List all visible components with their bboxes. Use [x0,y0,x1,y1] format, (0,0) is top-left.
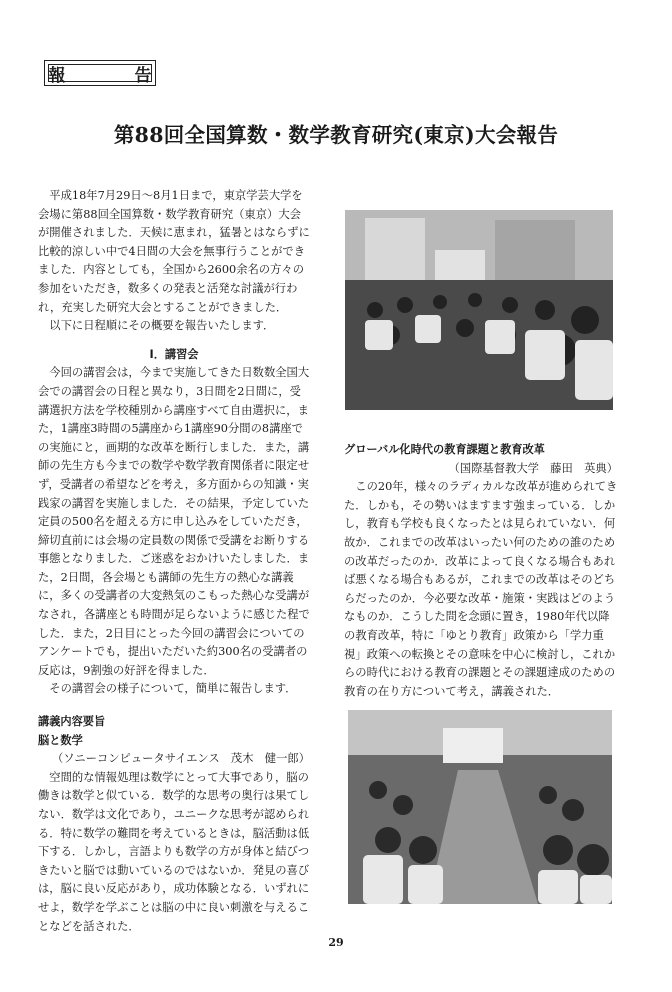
article-speaker: （国際基督教大学 藤田 英典） [448,461,618,475]
lecture-heading: 講義内容要旨 [38,715,106,729]
article-body: この20年，様々のラディカルな改革が進められてきた．しかも，その勢いはますます強まっている．しかし，教育も学校も良くなったとは見られていない．何故か．これまでの改革はいったい何のための誰のための改革だったのか．改革によって良くなる場合もあれば悪くなる場合もあるが，これまでの改革はそのどちらだったのか．今必要な改革・施策・実践はどのようなものか．こうした問を念頭に置き，1980年代以降の教育改革，特に「ゆとり教育」政策から「学力重視」政策への転換とその意味を中心に検討し，これからの時代における教育の課題とその課題達成のための教育の在り方について考え，講義された． [344,480,618,698]
intro-paragraph-2: 以下に日程順にその概要を報告いたします． [49,319,275,333]
lecture-hall-photo [345,210,613,410]
section-paragraph-1: 今回の講習会は，今まで実施してきた日数数全国大会での講習会の日程と異なり，3日間を2日間に，受講選択方法を学校種別から講座すべて自由選択に，また，1講座3時間の5講座から1講座90分間の8講座での実施にと，画期的な改革を断行しました．また，講師の先生方も今までの数学や数学教育関係者に限定せず，受講者の希望などを考え，多方面からの知識・実践家の講習を実施しました．その結果，予定していた定員の500名を超える方に申し込みをしていただき，締切直前には会場の定員数の関係で受講をお断りする事態となりました．ご迷惑をおかけいたしました．また，2日間，各会場とも講師の先生方の熱心な講義に，多くの受講者の大変熱気のこもった熱心な受講がなされ，各講座とも時間が足らないように感じた程でした．また，2日目にとった今回の講習会についてのアンケートでも，提出いただいた約300名の受講者の反応は，9割強の好評を得ました． [38,366,310,677]
classroom-photo-image [348,710,612,904]
article-heading: グローバル化時代の教育課題と教育改革 [344,443,545,456]
classroom-photo [348,710,612,904]
left-column [38,187,310,936]
section-label: 報 告 [44,60,156,86]
lecture-speaker: （ソニーコンピュータサイエンス 茂木 健一郎） [51,752,310,766]
lecture-body: 空間的な情報処理は数学にとって大事であり，脳の働きは数学と似ている．数学的な思考の奥行は果てしない．数学は文化であり，ユニークな思考が認められる．特に数学の難問を考えているときは，脳活動は低下する．しかし，言語よりも数学の方が身体と結びつきたいと脳では動いているのではないか．発見の喜びは，脳に良い反応があり，成功体験となる．いずれにせよ，数学を学ぶことは脳の中に良い刺激を与えることなどを話された． [38,770,310,933]
intro-paragraph-1: 平成18年7月29日～8月1日まで，東京学芸大学を会場に第88回全国算数・数学教育研究（東京）大会が開催されました．天候に恵まれ，猛暑とはならずに比較的涼しい中で4日間の大会を無事行うことができました．内容としても，全国から2600余名の方々の参加をいただき，数多くの発表と活発な討議が行われ，充実した研究大会とすることができました． [38,189,310,314]
page-title: 第88回全国算数・数学教育研究(東京)大会報告 [113,123,559,147]
section-paragraph-2: その講習会の様子について，簡単に報告します． [49,682,297,696]
page-number: 29 [328,936,344,949]
right-column [344,441,618,701]
lecture-subheading: 脳と数学 [38,733,83,747]
lecture-hall-photo-image [345,210,613,410]
section-heading: Ⅰ．講習会 [149,347,199,361]
